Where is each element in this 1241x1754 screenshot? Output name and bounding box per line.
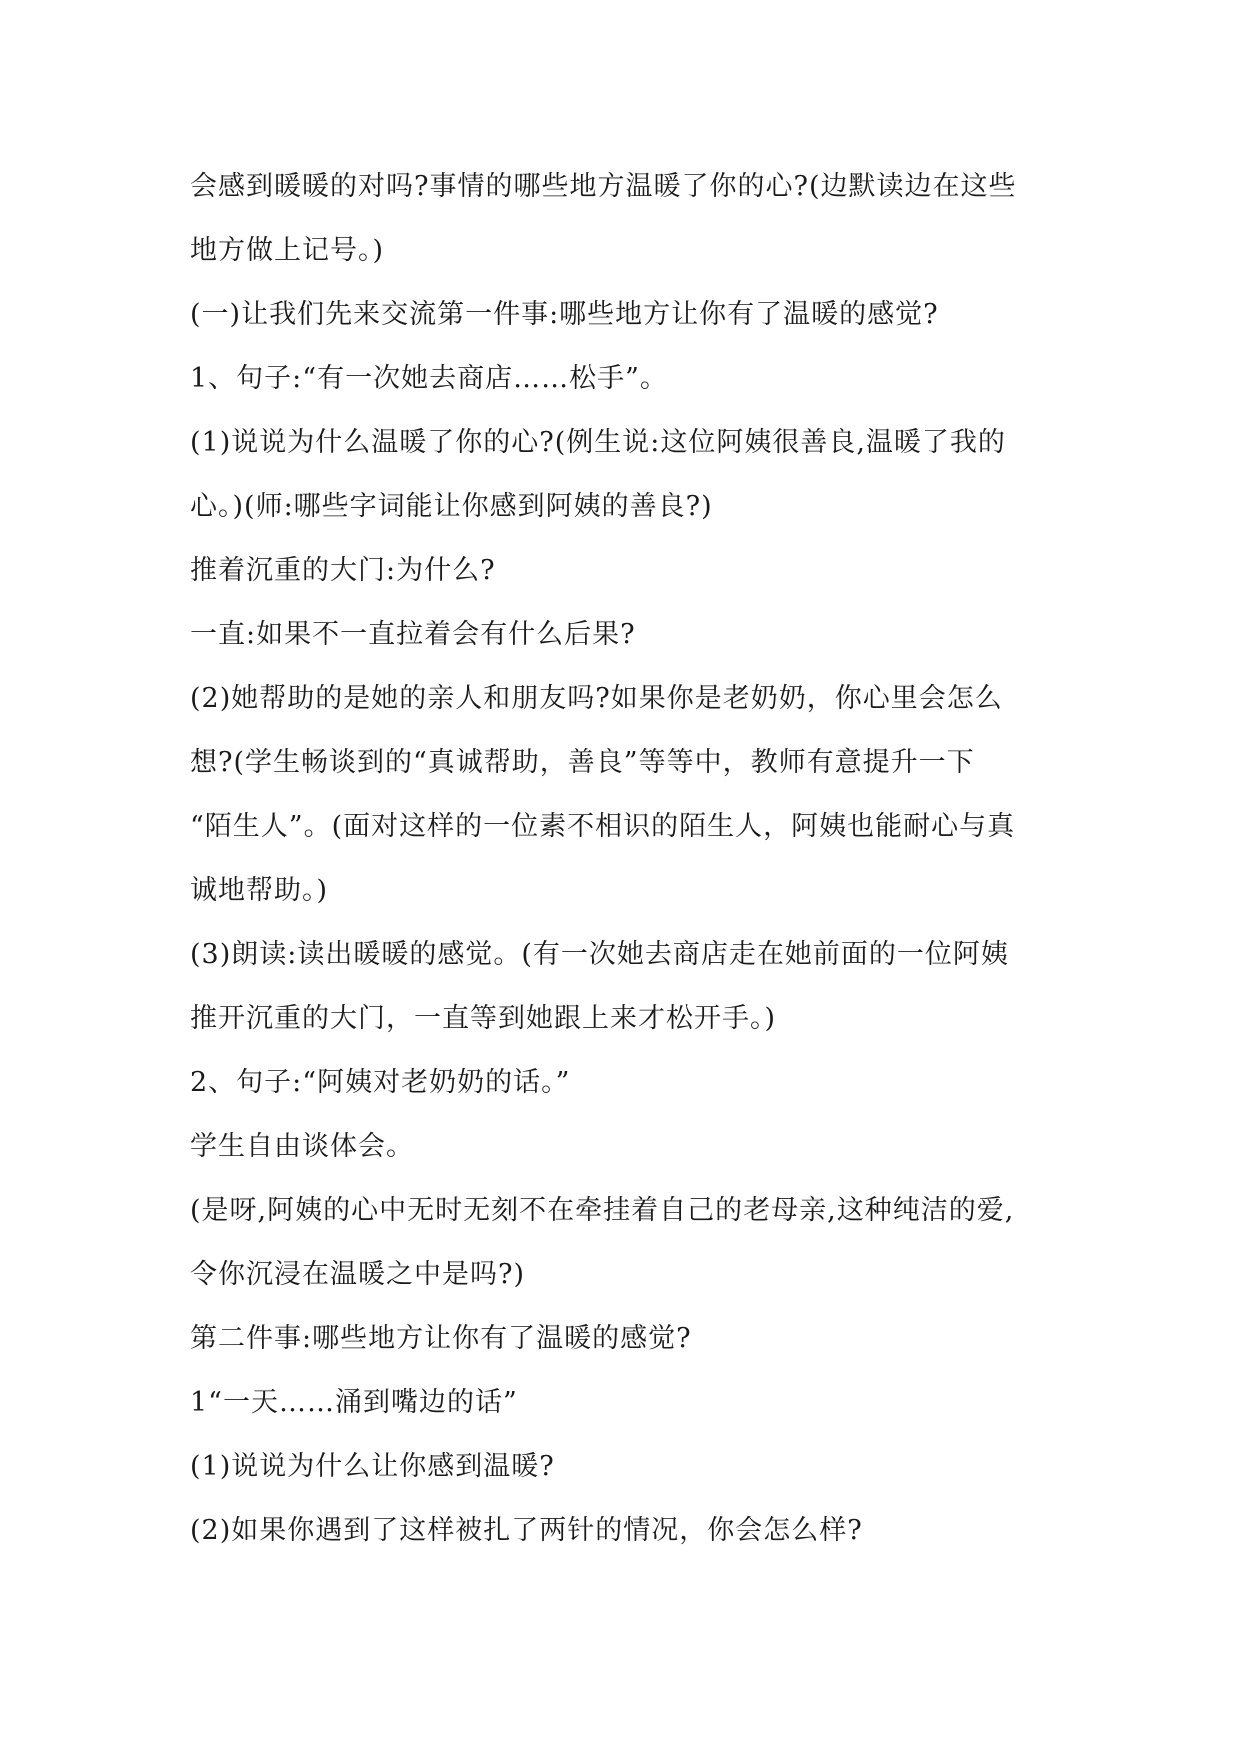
text-line: 会感到暖暖的对吗?事情的哪些地方温暖了你的心?(边默读边在这些 [190,171,1017,202]
text-line: (是呀,阿姨的心中无时无刻不在牵挂着自己的老母亲,这种纯洁的爱, [190,1195,1015,1226]
document-body [190,155,1060,1563]
text-line: 1“一天……涌到嘴边的话” [190,1387,518,1418]
text-line: 推开沉重的大门，一直等到她跟上来才松开手。) [190,1003,777,1034]
text-line: (2)她帮助的是她的亲人和朋友吗?如果你是老奶奶，你心里会怎么 [190,683,1003,714]
text-line: 第二件事:哪些地方让你有了温暖的感觉? [190,1323,692,1354]
text-line: 令你沉浸在温暖之中是吗?) [190,1259,526,1290]
text-line: (2)如果你遇到了这样被扎了两针的情况，你会怎么样? [190,1515,863,1546]
text-line: 1、句子:“有一次她去商店……松手”。 [190,363,668,394]
text-line: “陌生人”。(面对这样的一位素不相识的陌生人，阿姨也能耐心与真 [190,811,1016,842]
text-line: 2、句子:“阿姨对老奶奶的话。” [190,1067,571,1098]
text-line: 一直:如果不一直拉着会有什么后果? [190,619,636,650]
text-line: (1)说说为什么让你感到温暖? [190,1451,555,1482]
text-line: (3)朗读:读出暖暖的感觉。(有一次她去商店走在她前面的一位阿姨 [190,939,1009,970]
text-line: (1)说说为什么温暖了你的心?(例生说:这位阿姨很善良,温暖了我的 [190,427,1006,458]
text-line: 推着沉重的大门:为什么? [190,555,496,586]
text-line: 地方做上记号。) [190,235,385,266]
text-line: 诚地帮助。) [190,875,329,906]
text-line: 心。)(师:哪些字词能让你感到阿姨的善良?) [190,491,713,522]
text-line: 想?(学生畅谈到的“真诚帮助，善良”等等中，教师有意提升一下 [190,747,975,778]
text-line: (一)让我们先来交流第一件事:哪些地方让你有了温暖的感觉? [190,299,939,330]
text-line: 学生自由谈体会。 [190,1131,414,1162]
